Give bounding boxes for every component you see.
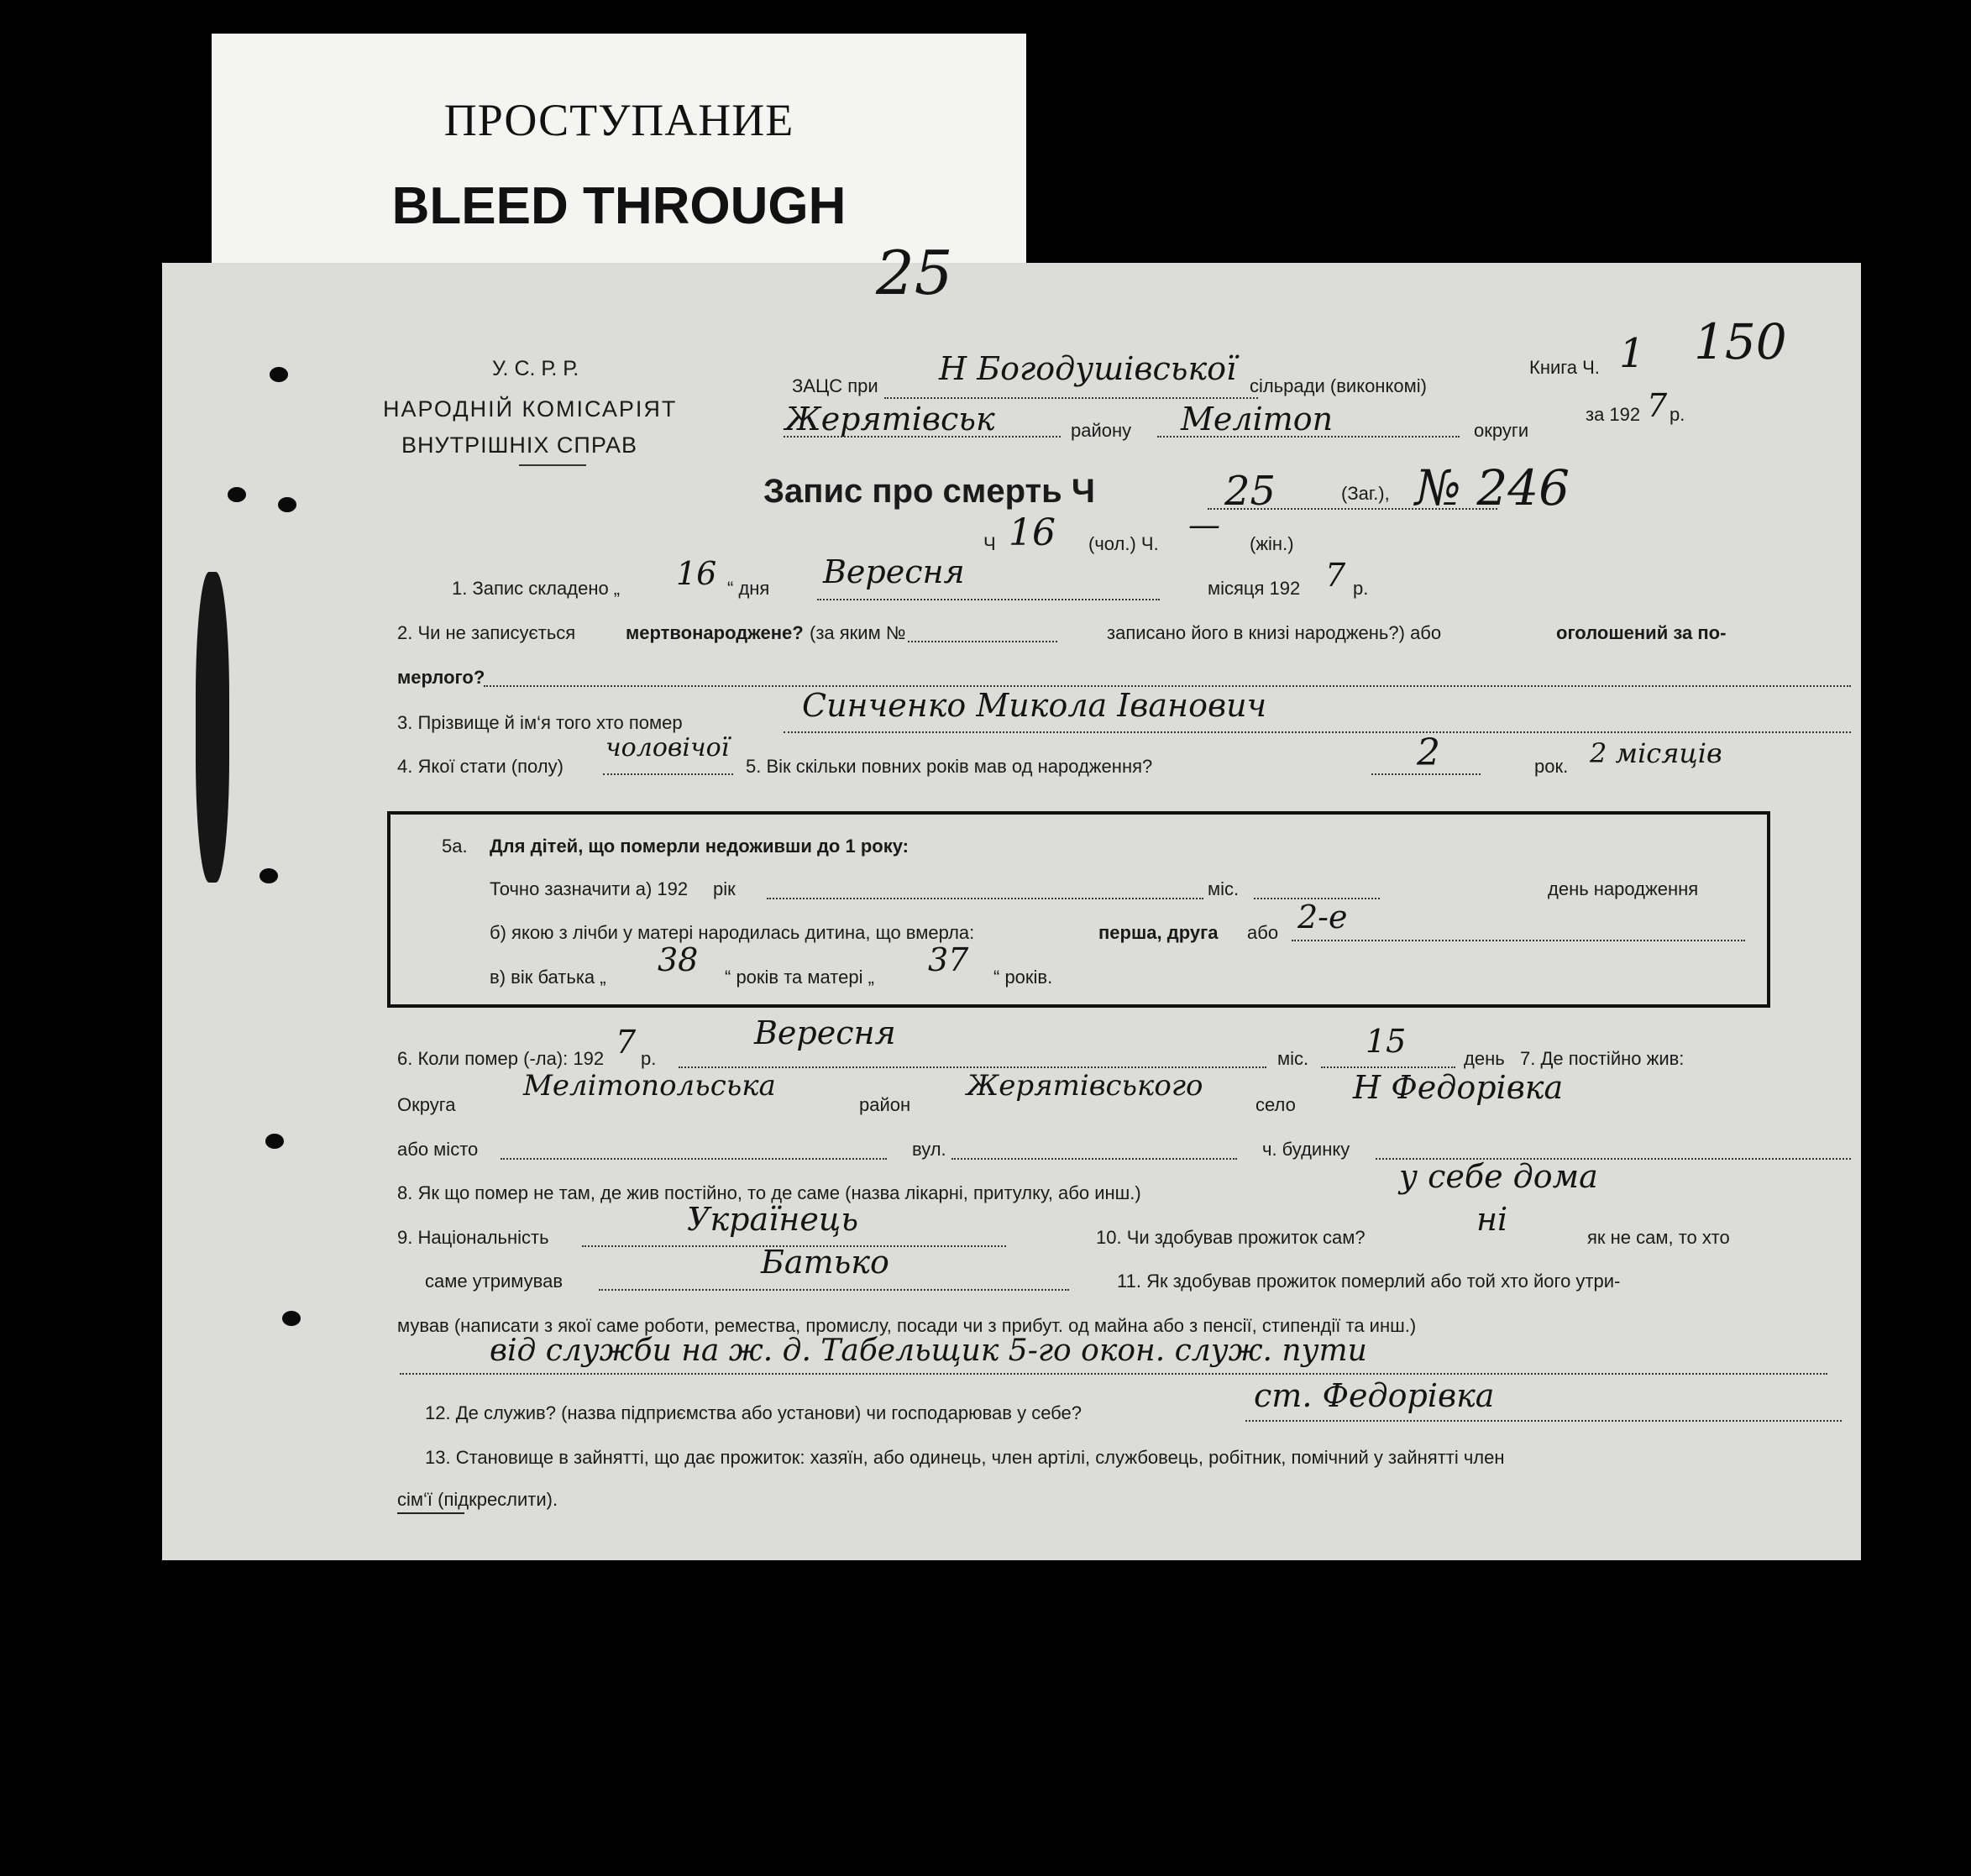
punch-hole bbox=[270, 367, 288, 382]
row12-line bbox=[1245, 1420, 1842, 1422]
za-year: 7 bbox=[1647, 387, 1668, 424]
title-number: 25 bbox=[1224, 468, 1276, 515]
row3-deceased-name: Синченко Микола Іванович bbox=[802, 687, 1267, 724]
row2-pomerlogo: мерлого? bbox=[397, 667, 485, 688]
chol-number: 16 bbox=[1009, 511, 1056, 554]
kniga-value: 1 bbox=[1619, 330, 1645, 377]
punch-hole bbox=[228, 487, 246, 502]
row6-month: Вересня bbox=[754, 1014, 896, 1051]
row13-family: сім‘ї (підкреслити). bbox=[397, 1489, 558, 1510]
row2-zapysano: записано його в книзі народжень?) або bbox=[1107, 622, 1442, 643]
row4-sex: чоловічої bbox=[605, 733, 730, 762]
row11-line bbox=[400, 1373, 1827, 1375]
row7-rayon: район bbox=[859, 1094, 911, 1115]
row1-month-line bbox=[817, 599, 1160, 600]
box-c-father-age: 38 bbox=[658, 941, 699, 978]
punch-hole bbox=[278, 497, 296, 512]
box-b-line bbox=[1292, 940, 1745, 941]
row6-r: р. bbox=[641, 1048, 657, 1069]
box-a-mis: міс. bbox=[1208, 878, 1240, 899]
target-russian-label: ПРОСТУПАНИЕ bbox=[443, 95, 794, 145]
row5-line bbox=[1371, 773, 1481, 775]
target-english-label: BLEED THROUGH bbox=[391, 177, 847, 235]
row3-line bbox=[784, 731, 1851, 733]
record-number-right: 150 bbox=[1694, 313, 1787, 370]
row1-label: 1. Запис складено „ bbox=[452, 578, 621, 599]
row10-supporter: Батько bbox=[761, 1244, 889, 1281]
box-c-mother-label: “ років та матері „ bbox=[725, 967, 874, 988]
row2-label: 2. Чи не записується bbox=[397, 622, 576, 643]
row8-place: у себе дома bbox=[1399, 1158, 1598, 1195]
row1-misyatsya: місяця 192 bbox=[1208, 578, 1301, 599]
title-zag: (Заг.), bbox=[1341, 483, 1390, 504]
box-a-label: Точно зазначити а) 192 bbox=[490, 878, 689, 899]
row10-who: як не сам, то хто bbox=[1587, 1227, 1730, 1248]
row8-label: 8. Як що помер не там, де жив постійно, то де саме (назва лікарні, притулку, або инш.) bbox=[397, 1182, 1141, 1203]
row10-line bbox=[599, 1289, 1069, 1291]
box-b-options: перша, друга bbox=[1098, 922, 1219, 943]
box-a-birthday: день народження bbox=[1548, 878, 1699, 899]
row7-misto-line bbox=[501, 1158, 887, 1160]
punch-hole bbox=[259, 868, 278, 883]
row6-mis: міс. bbox=[1277, 1048, 1309, 1069]
row6-den: день bbox=[1464, 1048, 1505, 1069]
silrady-label: сільради (виконкомі) bbox=[1250, 375, 1427, 396]
row6-label: 6. Коли помер (-ла): 192 bbox=[397, 1048, 605, 1069]
kniga-label: Книга Ч. bbox=[1529, 357, 1600, 378]
rayon-line bbox=[784, 436, 1061, 438]
row6-year: 7 bbox=[616, 1024, 637, 1061]
edge-stain bbox=[196, 572, 229, 883]
za-r: р. bbox=[1670, 404, 1685, 425]
box-b-order: 2-е bbox=[1297, 899, 1348, 935]
row7-okruga-value: Мелітопольська bbox=[523, 1069, 776, 1103]
row10-utrymuvav: саме утримував bbox=[425, 1271, 564, 1292]
header-ussr: У. С. Р. Р. bbox=[492, 357, 579, 380]
box-a-rik: рік bbox=[713, 878, 736, 899]
row6-day-line bbox=[1321, 1066, 1455, 1068]
row2-stillborn: мертвонароджене? bbox=[626, 622, 804, 643]
punch-hole bbox=[265, 1134, 284, 1149]
row5-rok: рок. bbox=[1534, 756, 1569, 777]
okrug-value: Мелітоп bbox=[1181, 401, 1334, 438]
row7-selo: село bbox=[1255, 1094, 1296, 1115]
box-c-label: в) вік батька „ bbox=[490, 967, 606, 988]
zags-line bbox=[884, 397, 1258, 399]
row7-rayon-value: Жерятівського bbox=[967, 1069, 1203, 1103]
box-num: 5а. bbox=[442, 836, 468, 857]
row1-month: Вересня bbox=[823, 553, 965, 590]
row4-line bbox=[603, 773, 733, 775]
box-a-line bbox=[767, 898, 1203, 899]
rayon-value: Жерятівськ bbox=[785, 401, 995, 438]
row2-number-line bbox=[908, 641, 1057, 642]
row10-label: 10. Чи здобував прожиток сам? bbox=[1096, 1227, 1366, 1248]
row6-day: 15 bbox=[1366, 1023, 1407, 1060]
header-rule bbox=[519, 464, 586, 466]
row1-year: 7 bbox=[1325, 557, 1346, 594]
row7-label: 7. Де постійно жив: bbox=[1520, 1048, 1685, 1069]
zhin-number: — bbox=[1188, 506, 1220, 543]
rayon-label: району bbox=[1071, 420, 1132, 441]
header-internal-affairs: ВНУТРІШНІХ СПРАВ bbox=[401, 432, 638, 458]
row7-budynku: ч. будинку bbox=[1262, 1139, 1350, 1160]
row9-nationality: Українець bbox=[687, 1201, 859, 1238]
okrug-label: округи bbox=[1474, 420, 1529, 441]
row13-underline bbox=[397, 1512, 464, 1514]
row1-day: 16 bbox=[676, 555, 717, 592]
chol-ch: Ч bbox=[983, 533, 996, 554]
row6-line bbox=[679, 1066, 1266, 1068]
row7-vul-line bbox=[951, 1158, 1237, 1160]
zhin-label: (жін.) bbox=[1250, 533, 1294, 554]
box-b-label: б) якою з лічби у матері народилась дитина, що вмерла: bbox=[490, 922, 975, 943]
row7-selo-value: Н Федорівка bbox=[1353, 1069, 1564, 1106]
box-c-rokiv: “ років. bbox=[993, 967, 1053, 988]
row2-zayakym: (за яким № bbox=[810, 622, 906, 643]
box-b-abo: або bbox=[1247, 922, 1279, 943]
row1-r: р. bbox=[1353, 578, 1369, 599]
row9-label: 9. Національність bbox=[397, 1227, 549, 1248]
box-c-mother-age: 37 bbox=[928, 941, 969, 978]
chol-label: (чол.) Ч. bbox=[1088, 533, 1159, 554]
row7-vul: вул. bbox=[912, 1139, 946, 1160]
box-heading: Для дітей, що померли недоживши до 1 року: bbox=[490, 836, 909, 857]
row5-months: 2 місяців bbox=[1590, 737, 1722, 769]
row5-age: 2 bbox=[1417, 731, 1440, 774]
row7-okruga: Округа bbox=[397, 1094, 456, 1115]
row7-misto: або місто bbox=[397, 1139, 479, 1160]
okrug-line bbox=[1157, 436, 1460, 438]
row11-occupation: від служби на ж. д. Табельщик 5-го окон. служ. пути bbox=[490, 1334, 1367, 1368]
za-label: за 192 bbox=[1586, 404, 1641, 425]
zags-label: ЗАЦС при bbox=[792, 375, 878, 396]
header-commissariat: НАРОДНІЙ КОМІСАРІЯТ bbox=[383, 396, 678, 422]
zags-village: Н Богодушівської bbox=[939, 350, 1237, 387]
row4-label: 4. Якої стати (полу) bbox=[397, 756, 564, 777]
punch-hole bbox=[282, 1311, 301, 1326]
row3-label: 3. Прізвище й ім‘я того хто помер bbox=[397, 712, 683, 733]
form-title: Запис про смерть Ч bbox=[763, 473, 1095, 510]
row10-value: ні bbox=[1476, 1201, 1508, 1238]
row5-label: 5. Вік скільки повних років мав од народження? bbox=[746, 756, 1153, 777]
title-entry-number: № 246 bbox=[1415, 459, 1570, 516]
row12-workplace: ст. Федорівка bbox=[1254, 1377, 1495, 1414]
row13-label: 13. Становище в зайнятті, що дає прожиток: хазяїн, або одинець, член артілі, службовець, робітник, помічний у зайнятті член bbox=[425, 1447, 1505, 1468]
row11-detail: мував (написати з якої саме роботи, ремества, промислу, посади чи з прибут. од майна або з пенсії, стипендії та инш.) bbox=[397, 1315, 1417, 1336]
row2-ogolosheniy: оголошений за по- bbox=[1556, 622, 1727, 643]
record-number-top: 25 bbox=[876, 238, 953, 308]
row11-label: 11. Як здобував прожиток померлий або той хто його утри- bbox=[1117, 1271, 1621, 1292]
death-record-form bbox=[162, 238, 1861, 1560]
row12-label: 12. Де служив? (назва підприємства або установи) чи господарював у себе? bbox=[425, 1402, 1082, 1423]
row1-dnya: “ дня bbox=[727, 578, 770, 599]
